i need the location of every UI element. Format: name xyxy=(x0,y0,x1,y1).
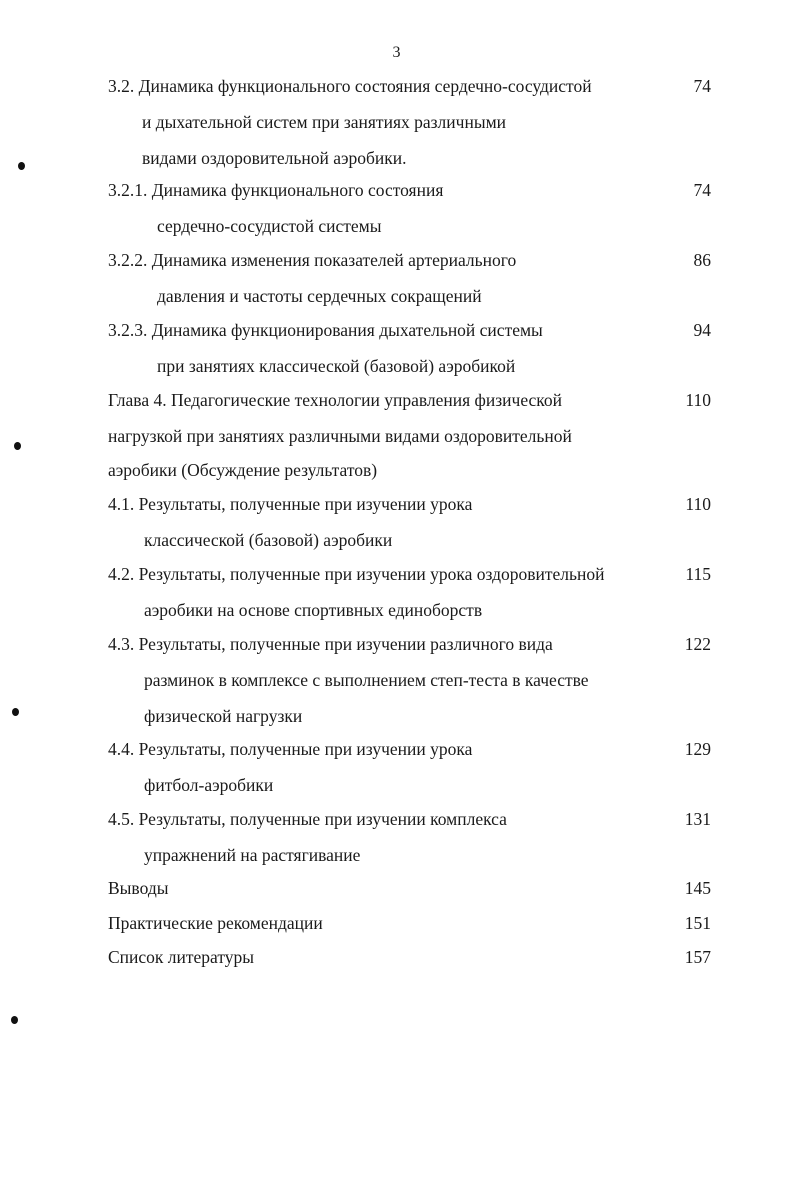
toc-entry-line: аэробики на основе спортивных единоборств xyxy=(144,600,483,620)
toc-entry-line: упражнений на растягивание xyxy=(144,845,361,865)
toc-entry-line: классической (базовой) аэробики xyxy=(144,530,393,550)
toc-entry-line: 4.5. Результаты, полученные при изучении комплекса xyxy=(108,809,507,829)
toc-entry-page: 157 xyxy=(684,947,711,967)
toc-entry-line: 3.2.1. Динамика функционального состояния xyxy=(108,180,444,200)
toc-entry-line: 4.2. Результаты, полученные при изучении урока оздоровительной xyxy=(108,564,605,584)
toc-entry-page: 145 xyxy=(684,878,711,898)
toc-entry-page: 151 xyxy=(684,913,711,933)
toc-entry-line: 4.4. Результаты, полученные при изучении урока xyxy=(108,739,473,759)
toc-entry-line: разминок в комплексе с выполнением степ-теста в качестве xyxy=(144,670,589,690)
toc-entry-page: 122 xyxy=(684,634,711,654)
toc-entry-page: 86 xyxy=(693,250,711,270)
punch-hole-mark xyxy=(14,442,21,450)
toc-entry-line: нагрузкой при занятиях различными видами оздоровительной xyxy=(108,426,572,446)
toc-entry-line: аэробики (Обсуждение результатов) xyxy=(108,460,378,480)
toc-entry-line: Глава 4. Педагогические технологии управления физической xyxy=(108,390,563,410)
toc-entry-line: фитбол-аэробики xyxy=(144,775,274,795)
toc-entry-line: давления и частоты сердечных сокращений xyxy=(157,286,482,306)
toc-entry-line: Выводы xyxy=(108,878,169,898)
toc-entry-page: 74 xyxy=(693,76,711,96)
toc-entry-line: сердечно-сосудистой системы xyxy=(157,216,382,236)
toc-entry-page: 74 xyxy=(693,180,711,200)
toc-entry-page: 115 xyxy=(685,564,711,584)
toc-entry-line: 4.1. Результаты, полученные при изучении урока xyxy=(108,494,473,514)
toc-entry-line: и дыхательной систем при занятиях различными xyxy=(142,112,507,132)
toc-entry-line: 3.2. Динамика функционального состояния сердечно-сосудистой xyxy=(108,76,592,96)
toc-entry-page: 129 xyxy=(684,739,711,759)
toc-entry-page: 110 xyxy=(685,494,711,514)
toc-entry-line: 3.2.3. Динамика функционирования дыхательной системы xyxy=(108,320,543,340)
punch-hole-mark xyxy=(12,708,19,716)
toc-entry-line: физической нагрузки xyxy=(144,706,303,726)
toc-entry-page: 110 xyxy=(685,390,711,410)
toc-entry-line: 4.3. Результаты, полученные при изучении различного вида xyxy=(108,634,553,654)
toc-entry-page: 131 xyxy=(684,809,711,829)
toc-entry-line: видами оздоровительной аэробики. xyxy=(142,148,407,168)
toc-entry-line: 3.2.2. Динамика изменения показателей артериального xyxy=(108,250,517,270)
toc-entry-page: 94 xyxy=(693,320,711,340)
punch-hole-mark xyxy=(11,1016,18,1024)
toc-entry-line: Практические рекомендации xyxy=(108,913,323,933)
page-number: 3 xyxy=(392,44,401,61)
toc-entry-line: при занятиях классической (базовой) аэробикой xyxy=(157,356,516,376)
toc-entry-line: Список литературы xyxy=(108,947,255,967)
punch-hole-mark xyxy=(18,162,25,170)
